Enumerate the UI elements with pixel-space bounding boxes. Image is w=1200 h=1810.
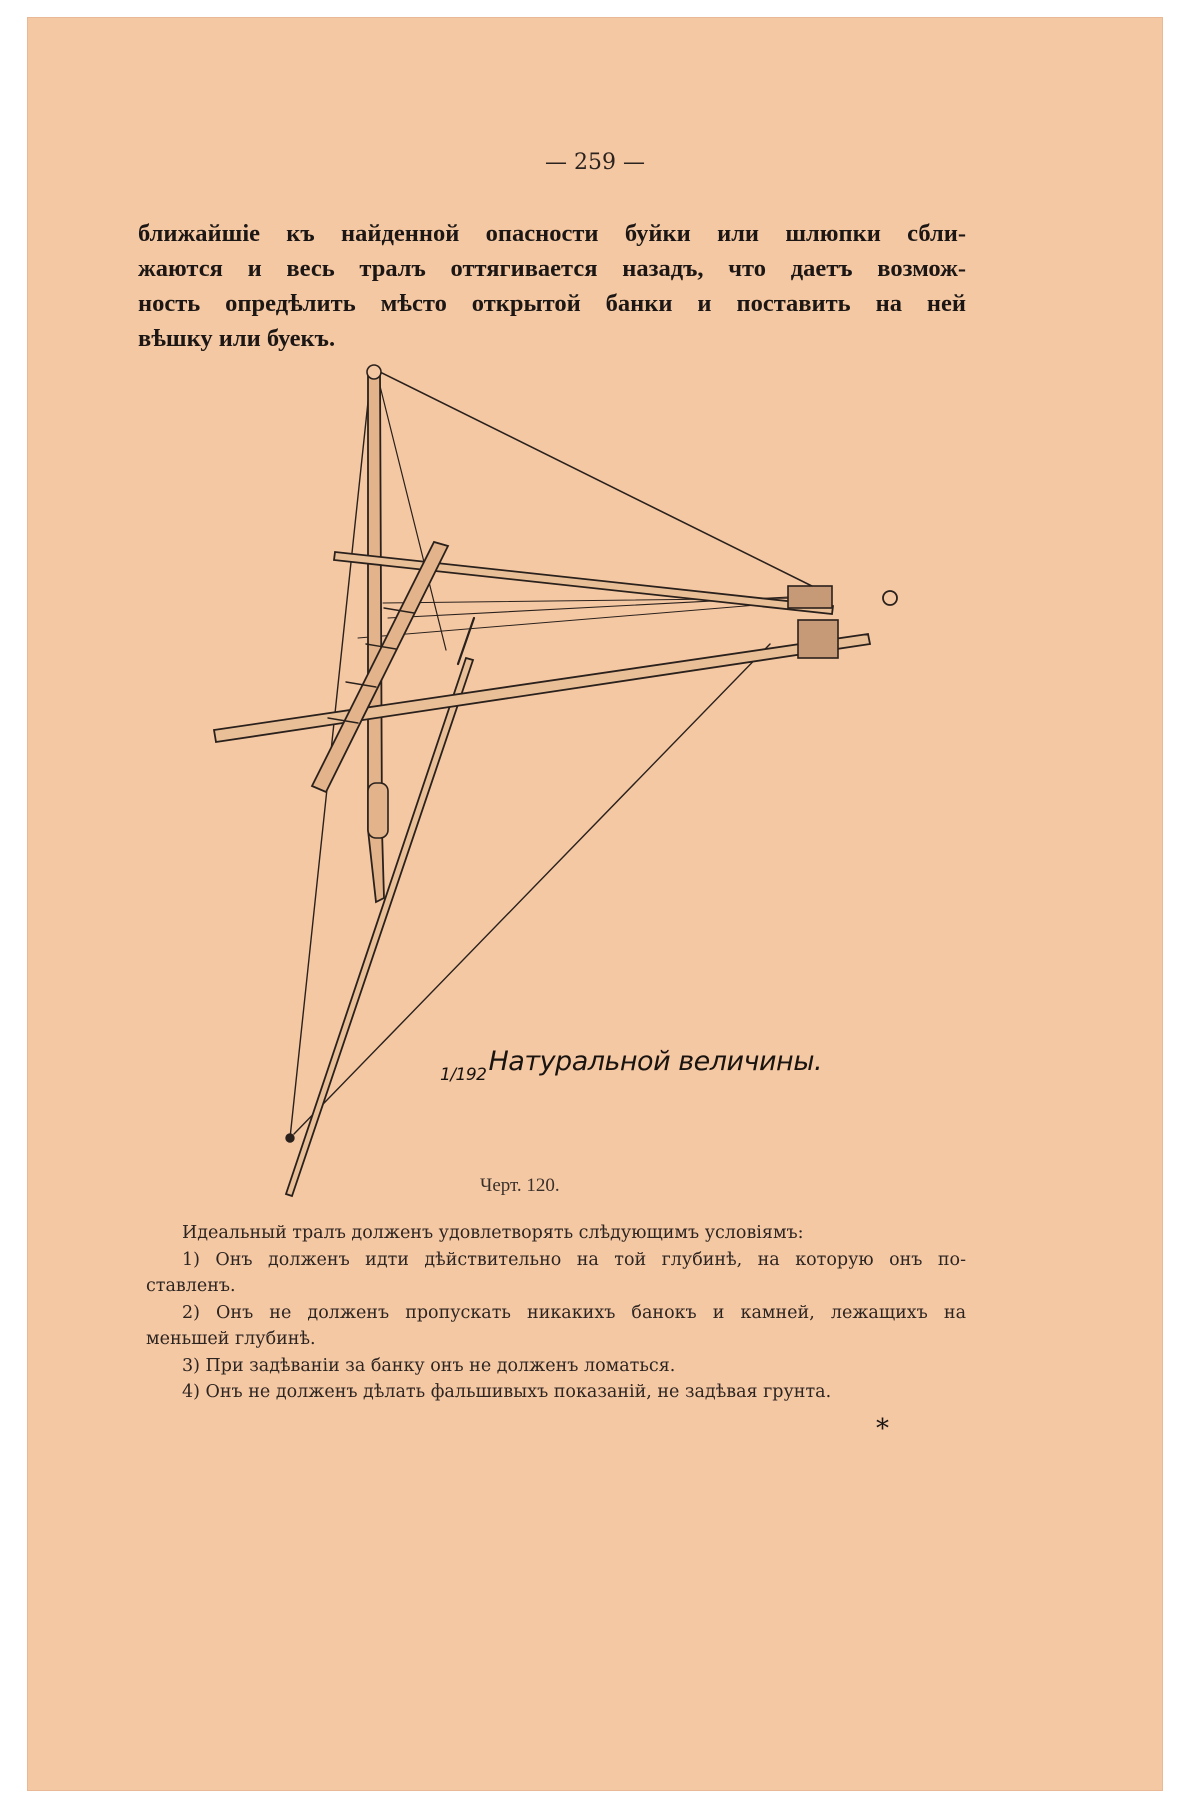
paragraph-line: жаются и весь тралъ оттягивается назадъ, что даетъ возмож- bbox=[138, 255, 966, 282]
block bbox=[788, 586, 832, 608]
mast-top bbox=[367, 365, 381, 379]
list-item: 4) Онъ не долженъ дѣлать фальшивыхъ показаній, не задѣвая грунта. bbox=[182, 1382, 832, 1402]
trawl-drawing bbox=[28, 18, 1162, 1790]
block bbox=[798, 620, 838, 658]
scale-text: Натуральной величины. bbox=[488, 1046, 823, 1077]
list-item-continuation: ставленъ. bbox=[146, 1276, 236, 1296]
scale-fraction: 1/192 bbox=[440, 1065, 487, 1085]
tip-ring bbox=[883, 591, 897, 605]
handwritten-scale-caption bbox=[440, 1046, 823, 1085]
list-item: 2) Онъ не долженъ пропускать никакихъ банокъ и камней, лежащихъ на bbox=[182, 1302, 966, 1323]
paragraph-line: ность опредѣлить мѣсто открытой банки и поставить на ней bbox=[138, 290, 966, 317]
list-item: 1) Онъ долженъ идти дѣйствительно на той глубинѣ, на которую онъ по- bbox=[182, 1249, 966, 1270]
document-page bbox=[28, 18, 1162, 1790]
list-item: 3) При задѣваніи за банку онъ не долженъ ломаться. bbox=[182, 1355, 676, 1376]
lower-beam bbox=[214, 634, 870, 742]
footer-mark: * bbox=[876, 1414, 889, 1444]
guy-wire bbox=[376, 370, 828, 594]
page-number: — 259 — bbox=[545, 150, 645, 175]
anchor-point bbox=[286, 1134, 294, 1142]
mast-collar bbox=[368, 783, 388, 838]
figure-caption: Черт. 120. bbox=[480, 1175, 560, 1196]
paragraph-line: ближайшіе къ найденной опасности буйки или шлюпки сбли- bbox=[138, 220, 966, 247]
conditions-list bbox=[146, 1220, 966, 1406]
list-item-continuation: меньшей глубинѣ. bbox=[146, 1329, 316, 1349]
paragraph-line: вѣшку или буекъ. bbox=[138, 325, 336, 352]
list-intro: Идеальный тралъ долженъ удовлетворять слѣдующимъ условіямъ: bbox=[182, 1223, 804, 1243]
